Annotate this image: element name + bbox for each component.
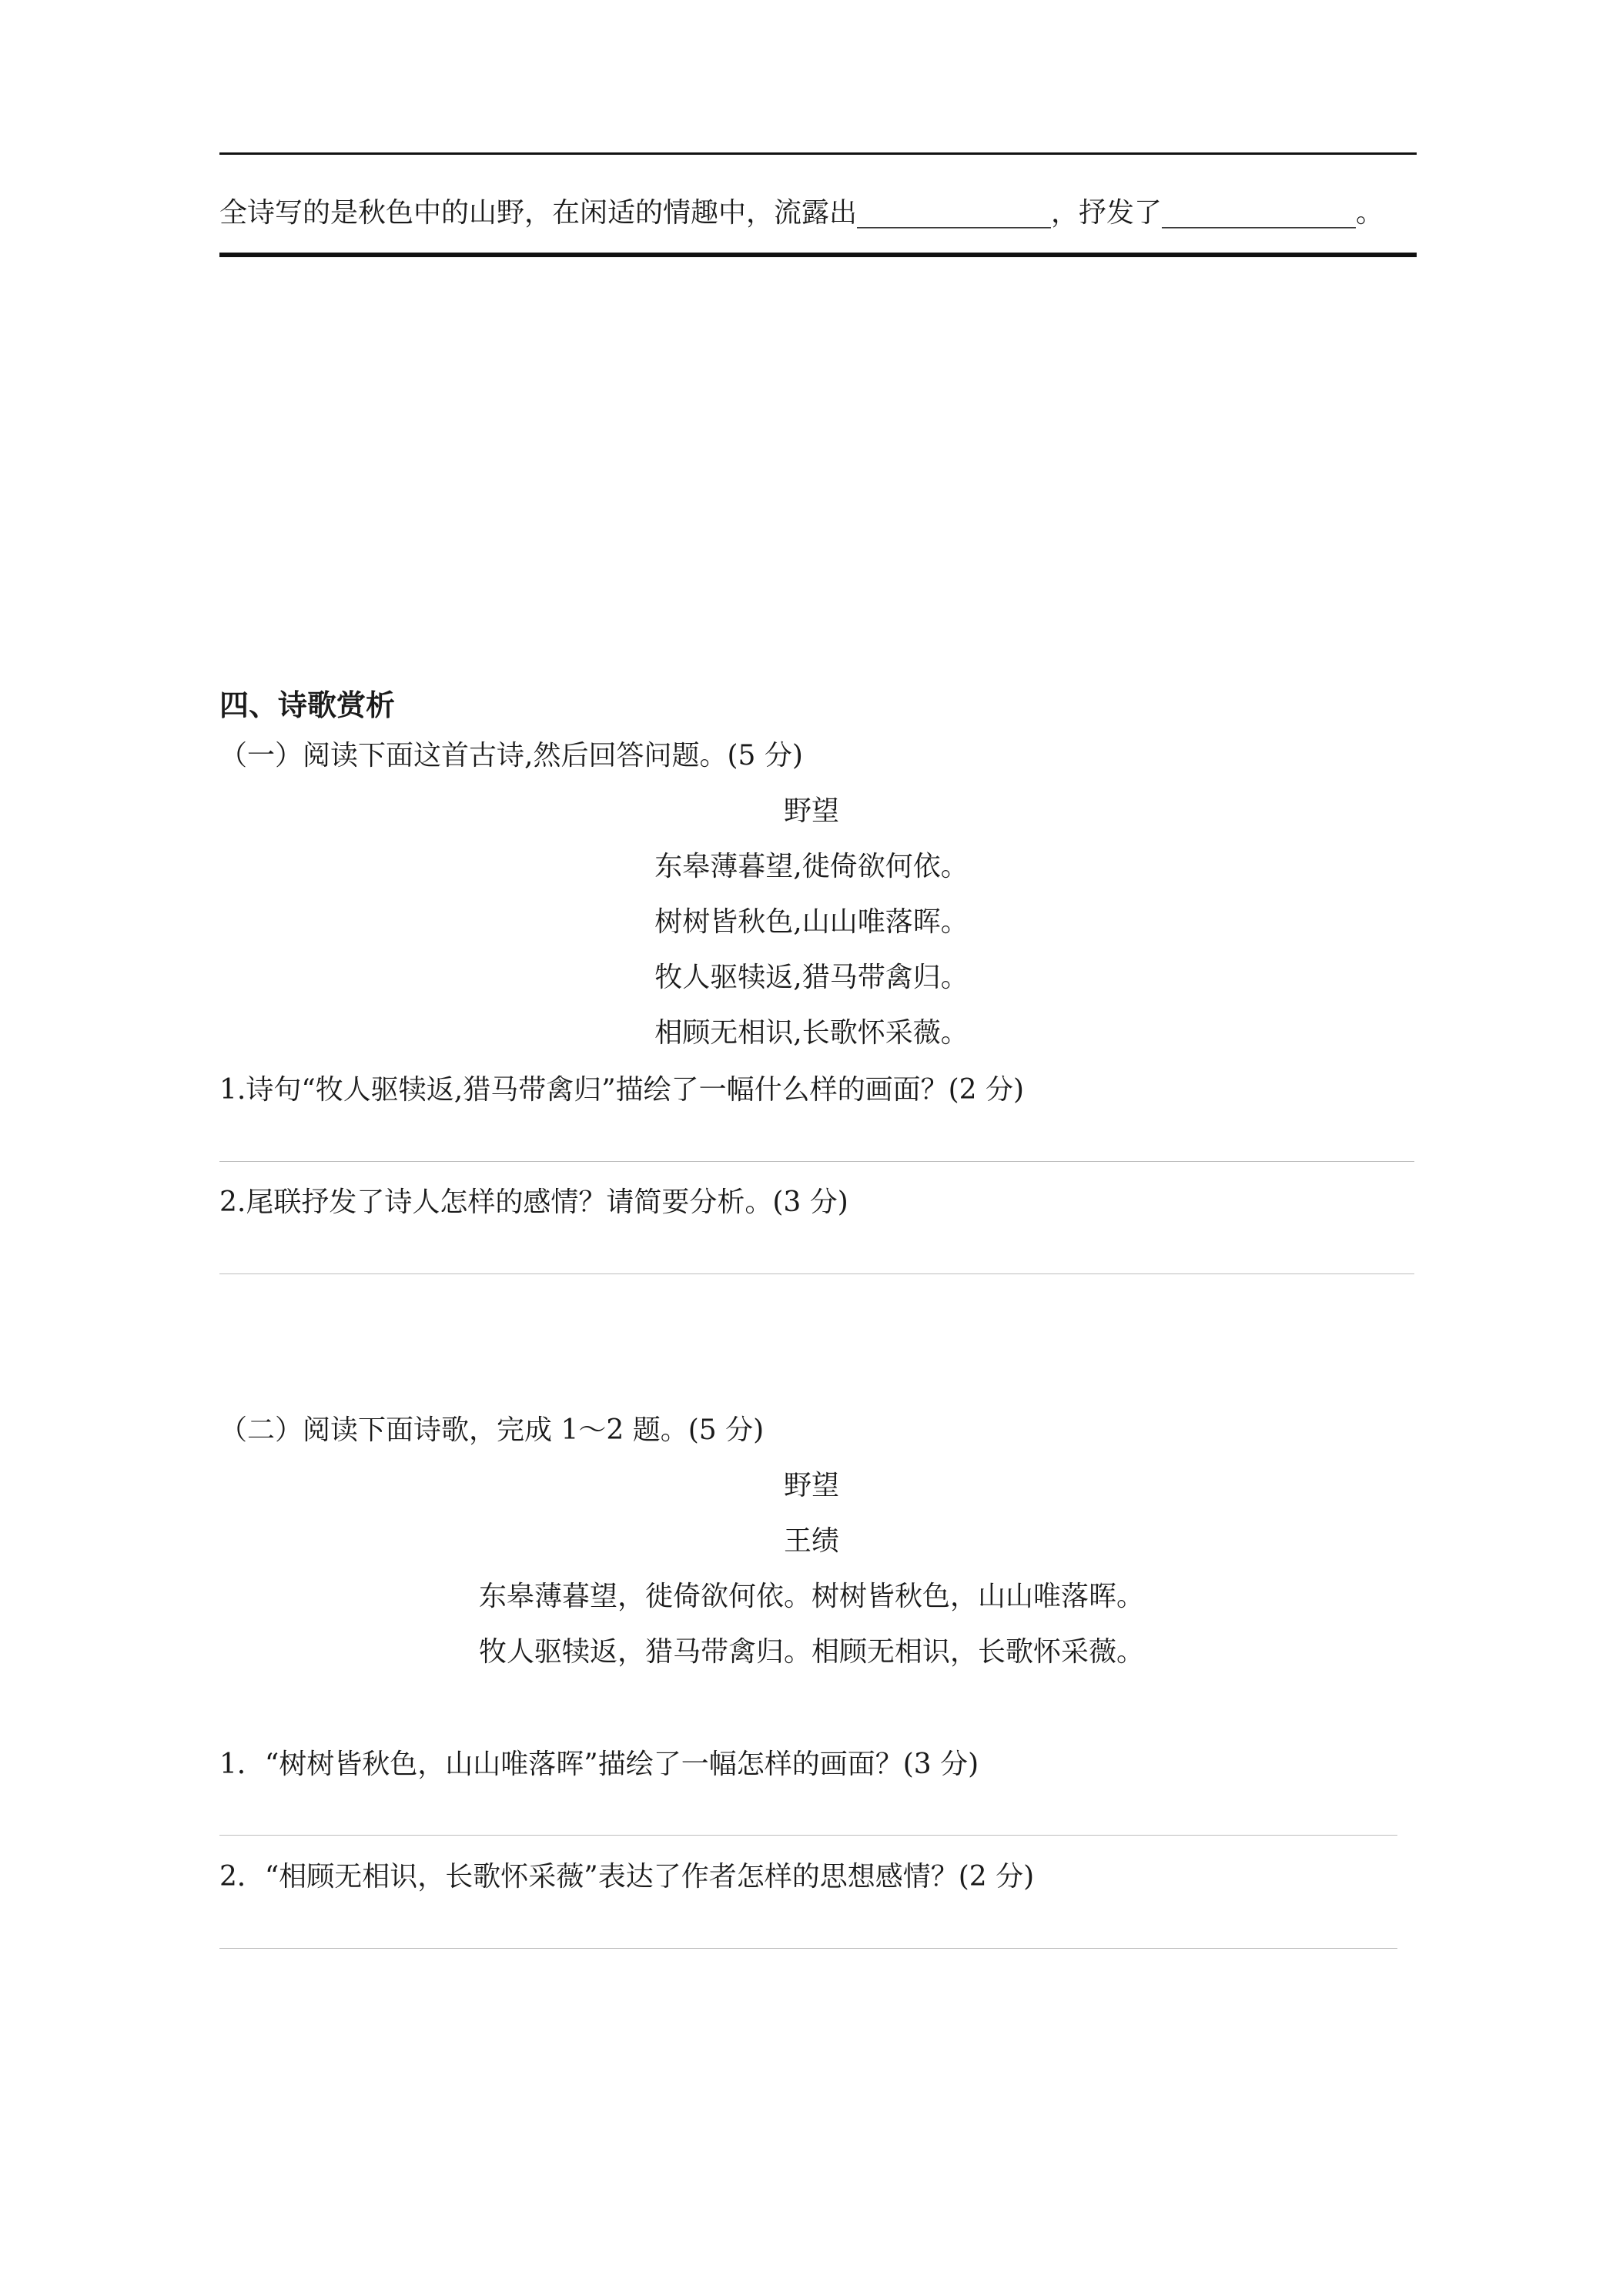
part2-question-2: 2．“相顾无相识，长歌怀采薇”表达了作者怎样的思想感情？(2 分) [219,1861,1035,1893]
part1-question-2: 2.尾联抒发了诗人怎样的感情？请简要分析。(3 分) [219,1186,848,1218]
part1-poem-line-1: 东皋薄暮望,徙倚欲何依。 [654,851,969,882]
part2-answer-line-1[interactable] [219,1835,1397,1836]
part2-intro: （二）阅读下面诗歌，完成 1～2 题。(5 分) [219,1414,765,1446]
part1-poem-title: 野望 [783,795,839,827]
part2-answer-line-2[interactable] [219,1948,1397,1949]
part1-intro: （一）阅读下面这首古诗,然后回答问题。(5 分) [219,740,803,771]
part1-answer-line-1[interactable] [219,1161,1414,1162]
part2-poem-line-2: 牧人驱犊返，猎马带禽归。相顾无相识，长歌怀采薇。 [478,1636,1144,1668]
bottom-rule [219,253,1417,257]
top-rule [219,152,1417,155]
summary-sentence [219,196,1384,229]
part2-poem-line-1: 东皋薄暮望，徙倚欲何依。树树皆秋色，山山唯落晖。 [478,1581,1144,1612]
part2-question-1: 1．“树树皆秋色，山山唯落晖”描绘了一幅怎样的画面？(3 分) [219,1749,979,1780]
summary-blank-1[interactable]: ______________ [857,197,1052,229]
part2-poem-author: 王绩 [783,1525,839,1557]
part1-poem-line-3: 牧人驱犊返,猎马带禽归。 [654,962,969,993]
part1-poem-line-2: 树树皆秋色,山山唯落晖。 [654,906,969,938]
section-heading: 四、诗歌赏析 [219,688,396,722]
part1-question-1: 1.诗句“牧人驱犊返,猎马带禽归”描绘了一幅什么样的画面？(2 分) [219,1074,1025,1106]
summary-text-middle: ，抒发了 [1051,197,1163,229]
summary-text-end: 。 [1356,197,1384,229]
summary-text-before: 全诗写的是秋色中的山野，在闲适的情趣中，流露出 [219,197,858,229]
part2-poem-title: 野望 [783,1470,839,1501]
summary-blank-2[interactable]: ______________ [1162,197,1357,229]
part1-poem-line-4: 相顾无相识,长歌怀采薇。 [654,1017,969,1049]
